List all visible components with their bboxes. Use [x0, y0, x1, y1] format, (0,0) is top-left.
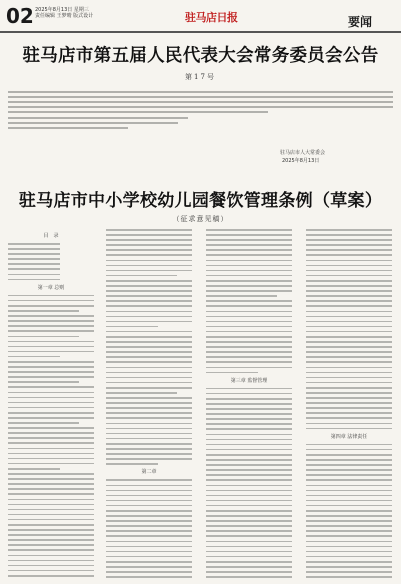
column-heading: 第三章 监督管理 — [230, 377, 268, 384]
body-column-2 — [106, 229, 192, 579]
column-heading: 目 录 — [43, 233, 59, 239]
announcement-signature-org: 驻马店市人大常委会 — [280, 150, 326, 156]
column-heading: 第二章 — [141, 469, 157, 476]
header-rule — [0, 31, 401, 33]
section-title: 要闻 — [348, 15, 373, 29]
body-column-4 — [306, 229, 392, 579]
announcement-number: 第17号 — [185, 73, 216, 81]
body-column-1 — [8, 229, 94, 579]
header-meta — [35, 7, 93, 19]
header-editor: 责任编辑 王梦晴 版式设计 — [35, 13, 94, 19]
column-heading: 第四章 法律责任 — [330, 433, 368, 440]
newspaper-logo: 驻马店日报 — [185, 11, 238, 24]
header-date: 2025年8月13日 星期三 — [35, 7, 89, 13]
announcement-title: 驻马店市第五届人民代表大会常务委员会公告 — [22, 46, 379, 66]
page-header — [0, 0, 401, 33]
body-column-3 — [206, 229, 292, 579]
regulation-title: 驻马店市中小学校幼儿园餐饮管理条例（草案） — [18, 191, 383, 211]
announcement-signature-date: 2025年8月13日 — [282, 158, 320, 164]
regulation-subtitle: （征求意见稿） — [172, 215, 229, 223]
column-heading: 第一章 总则 — [37, 284, 65, 291]
page-number: 02 — [6, 4, 34, 28]
